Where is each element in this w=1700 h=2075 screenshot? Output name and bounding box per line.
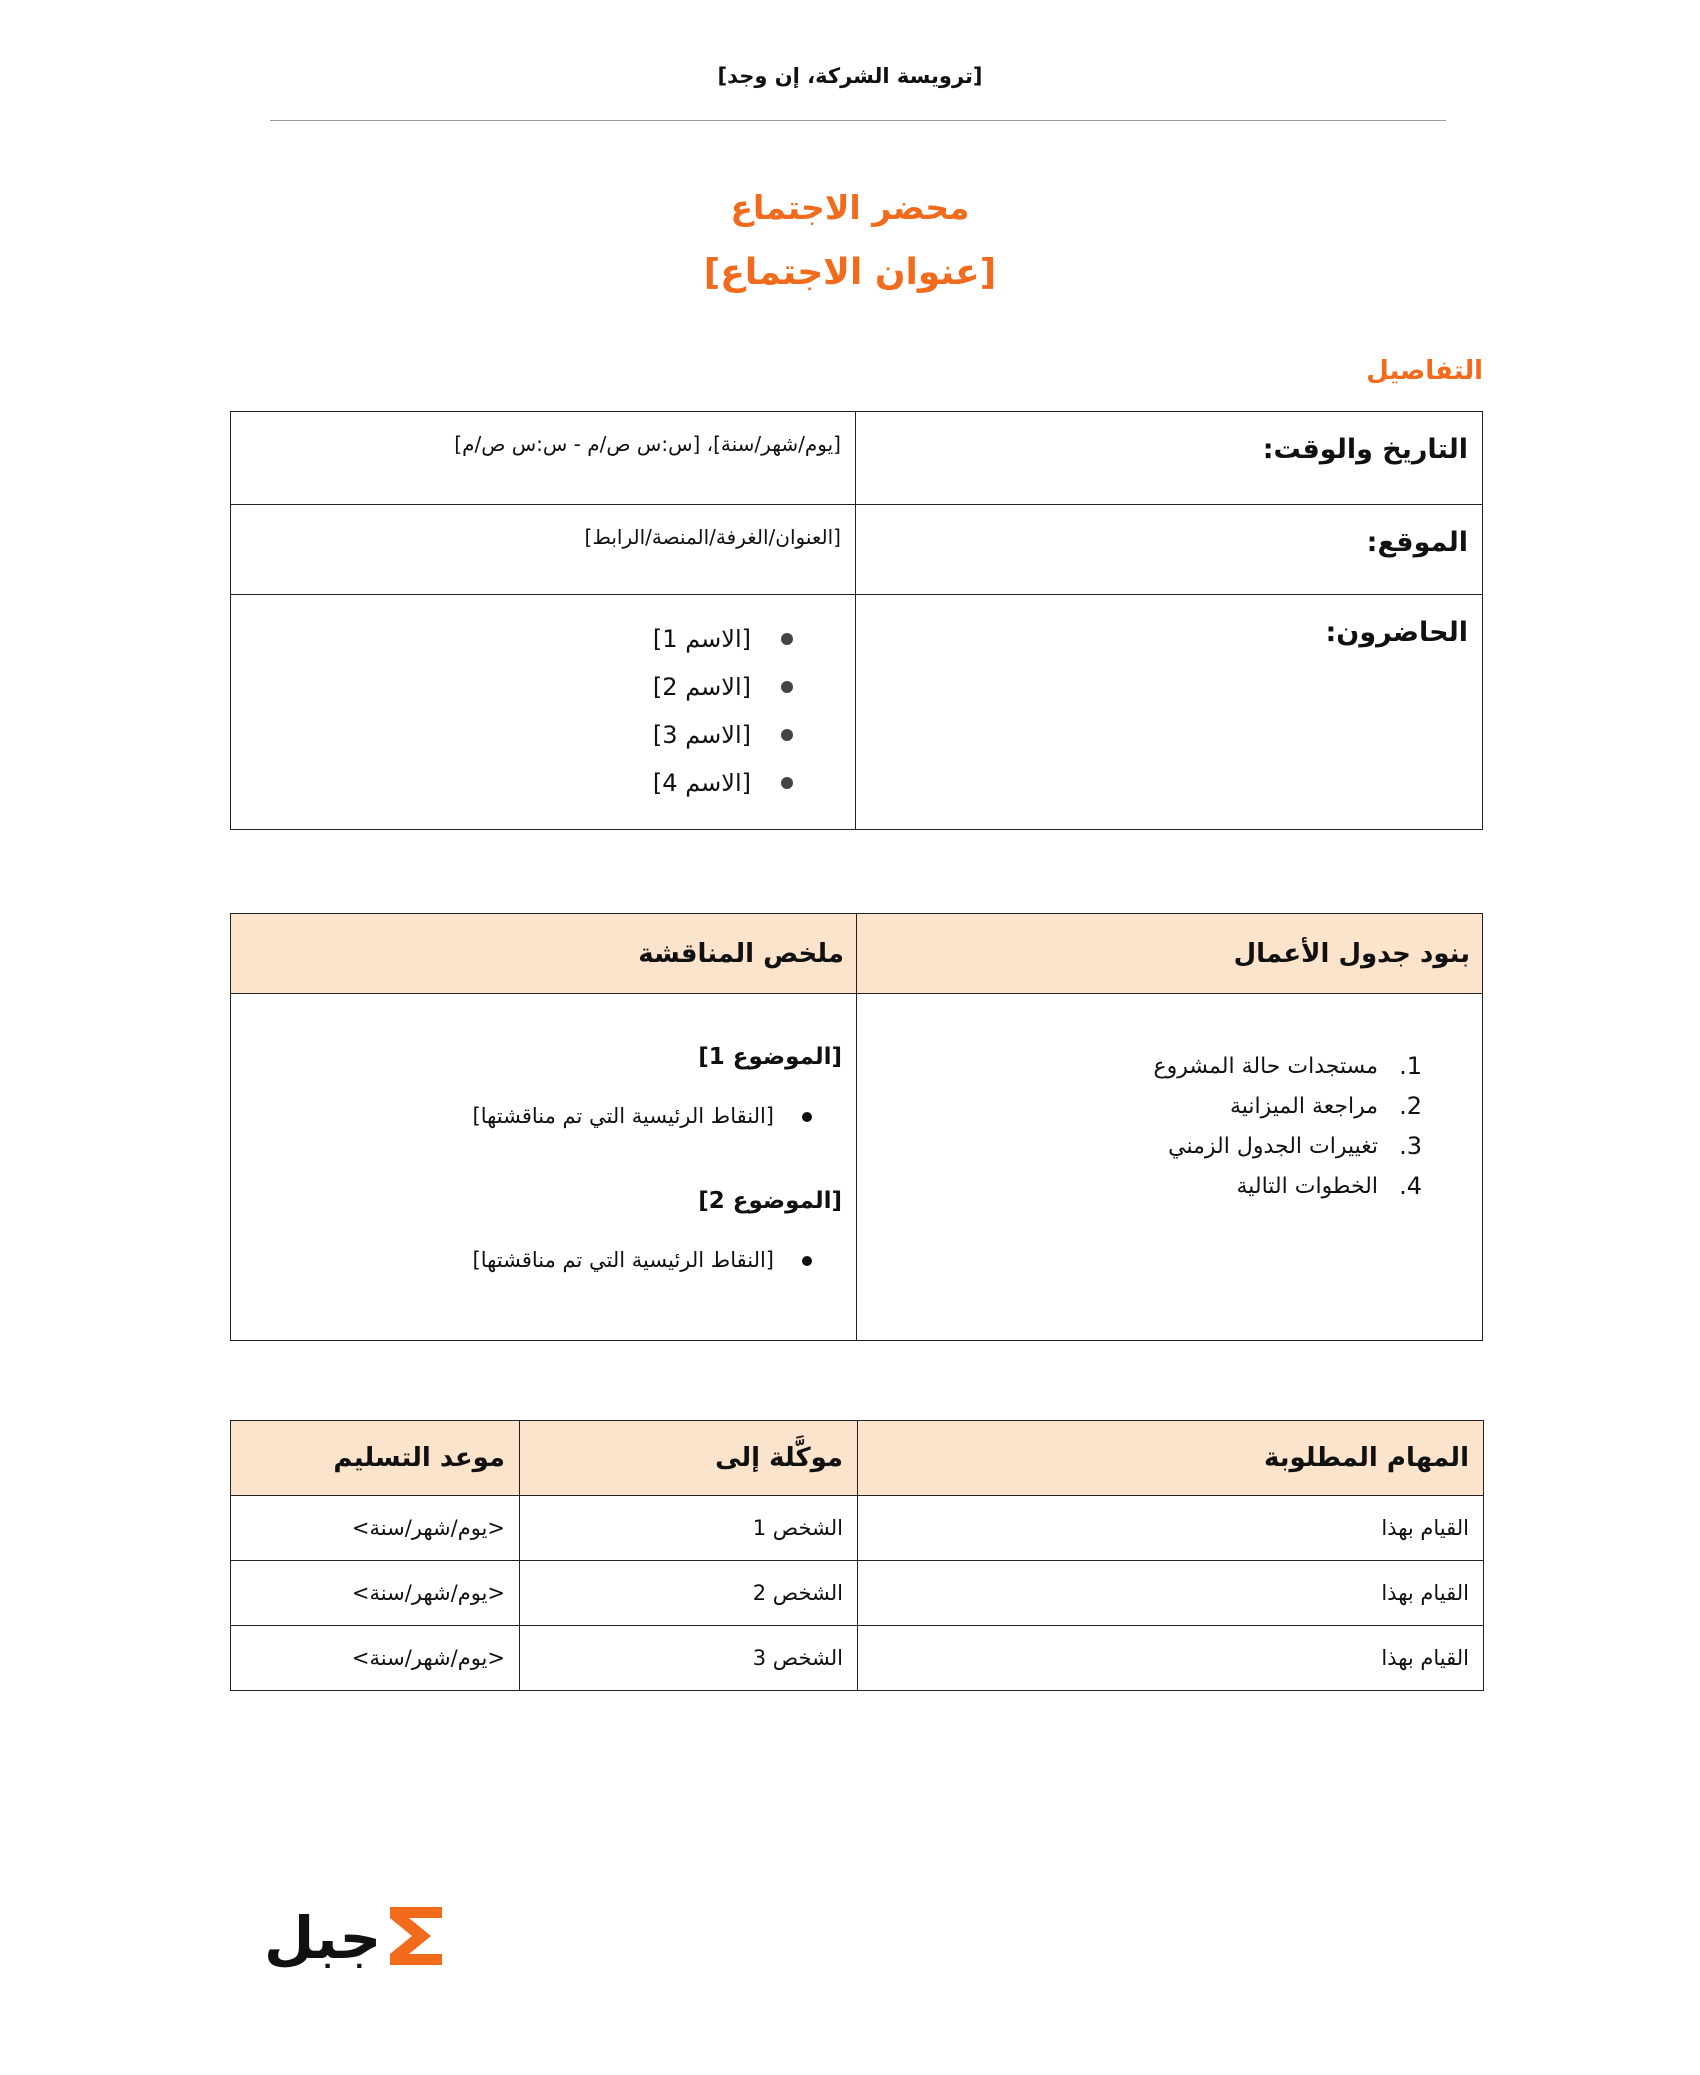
table-row: [231, 1496, 1484, 1561]
discussion-summary-header: ملخص المناقشة: [231, 914, 857, 994]
bullet-icon: [802, 1256, 812, 1266]
assignee-cell: الشخص 1: [520, 1496, 858, 1561]
agenda-item-text: مستجدات حالة المشروع: [1153, 1053, 1378, 1079]
attendee-name: [الاسم 4]: [652, 769, 751, 797]
attendee-name: [الاسم 3]: [652, 721, 751, 749]
attendee-name: [الاسم 2]: [652, 673, 751, 701]
list-item: [857, 1166, 1422, 1206]
topic-title: [الموضوع 1]: [698, 1044, 842, 1070]
topic-point: [245, 1228, 842, 1332]
agenda-item-text: الخطوات التالية: [1236, 1173, 1378, 1199]
details-row-location: [231, 505, 1483, 595]
agenda-list: [857, 994, 1482, 1206]
logo-wordmark: جبل: [264, 1904, 382, 1972]
due-date-header: موعد التسليم: [231, 1421, 520, 1496]
header-divider: [270, 120, 1446, 121]
details-table: [230, 411, 1483, 830]
task-cell: القيام بهذا: [858, 1496, 1484, 1561]
item-number: 2.: [1399, 1092, 1422, 1120]
document-title: محضر الاجتماع: [730, 188, 970, 227]
list-item: [245, 759, 793, 807]
table-row: [231, 1626, 1484, 1691]
assignee-cell: الشخص 3: [520, 1626, 858, 1691]
topic-point-text: [النقاط الرئيسية التي تم مناقشتها]: [472, 1104, 774, 1128]
due-date-cell: <يوم/شهر/سنة>: [231, 1561, 520, 1626]
attendees-list: [245, 615, 841, 807]
item-number: 1.: [1399, 1052, 1422, 1080]
due-date-cell: <يوم/شهر/سنة>: [231, 1496, 520, 1561]
agenda-body-row: [231, 994, 1483, 1341]
details-section-label: التفاصيل: [1366, 356, 1483, 386]
item-number: 3.: [1399, 1132, 1422, 1160]
attendees-label: الحاضرون:: [856, 595, 1483, 830]
brand-logo: [264, 1904, 445, 1972]
discussion-summary-cell: [231, 994, 857, 1341]
topic-point: [245, 1084, 842, 1188]
details-row-attendees: [231, 595, 1483, 830]
bullet-icon: [781, 681, 793, 693]
bullet-icon: [781, 633, 793, 645]
meeting-title: [عنوان الاجتماع]: [703, 252, 997, 293]
agenda-item-text: تغييرات الجدول الزمني: [1168, 1133, 1378, 1159]
location-value: [العنوان/الغرفة/المنصة/الرابط]: [231, 505, 856, 595]
list-item: [245, 663, 793, 711]
company-letterhead: [ترويسة الشركة، إن وجد]: [717, 64, 983, 88]
tasks-header-row: [231, 1421, 1484, 1496]
task-header: المهام المطلوبة: [858, 1421, 1484, 1496]
list-item: [857, 1126, 1422, 1166]
assignee-header: موكَّلة إلى: [520, 1421, 858, 1496]
task-cell: القيام بهذا: [858, 1626, 1484, 1691]
attendees-cell: [231, 595, 856, 830]
list-item: [857, 1086, 1422, 1126]
list-item: [245, 711, 793, 759]
task-cell: القيام بهذا: [858, 1561, 1484, 1626]
bullet-icon: [781, 777, 793, 789]
bullet-icon: [781, 729, 793, 741]
due-date-cell: <يوم/شهر/سنة>: [231, 1626, 520, 1691]
agenda-table: [230, 913, 1483, 1341]
attendee-name: [الاسم 1]: [652, 625, 751, 653]
agenda-item-text: مراجعة الميزانية: [1229, 1093, 1378, 1119]
datetime-value: [يوم/شهر/سنة]، [س:س ص/م - س:س ص/م]: [231, 412, 856, 505]
tasks-table: [230, 1420, 1484, 1691]
details-row-datetime: [231, 412, 1483, 505]
agenda-items-cell: [857, 994, 1483, 1341]
agenda-header-row: [231, 914, 1483, 994]
topic-point-text: [النقاط الرئيسية التي تم مناقشتها]: [472, 1248, 774, 1272]
bullet-icon: [802, 1112, 812, 1122]
topic-title: [الموضوع 2]: [698, 1188, 842, 1214]
item-number: 4.: [1399, 1172, 1422, 1200]
agenda-items-header: بنود جدول الأعمال: [857, 914, 1483, 994]
location-label: الموقع:: [856, 505, 1483, 595]
list-item: [857, 1046, 1422, 1086]
jabal-logo-icon: [387, 1904, 445, 1972]
assignee-cell: الشخص 2: [520, 1561, 858, 1626]
datetime-label: التاريخ والوقت:: [856, 412, 1483, 505]
table-row: [231, 1561, 1484, 1626]
list-item: [245, 615, 793, 663]
